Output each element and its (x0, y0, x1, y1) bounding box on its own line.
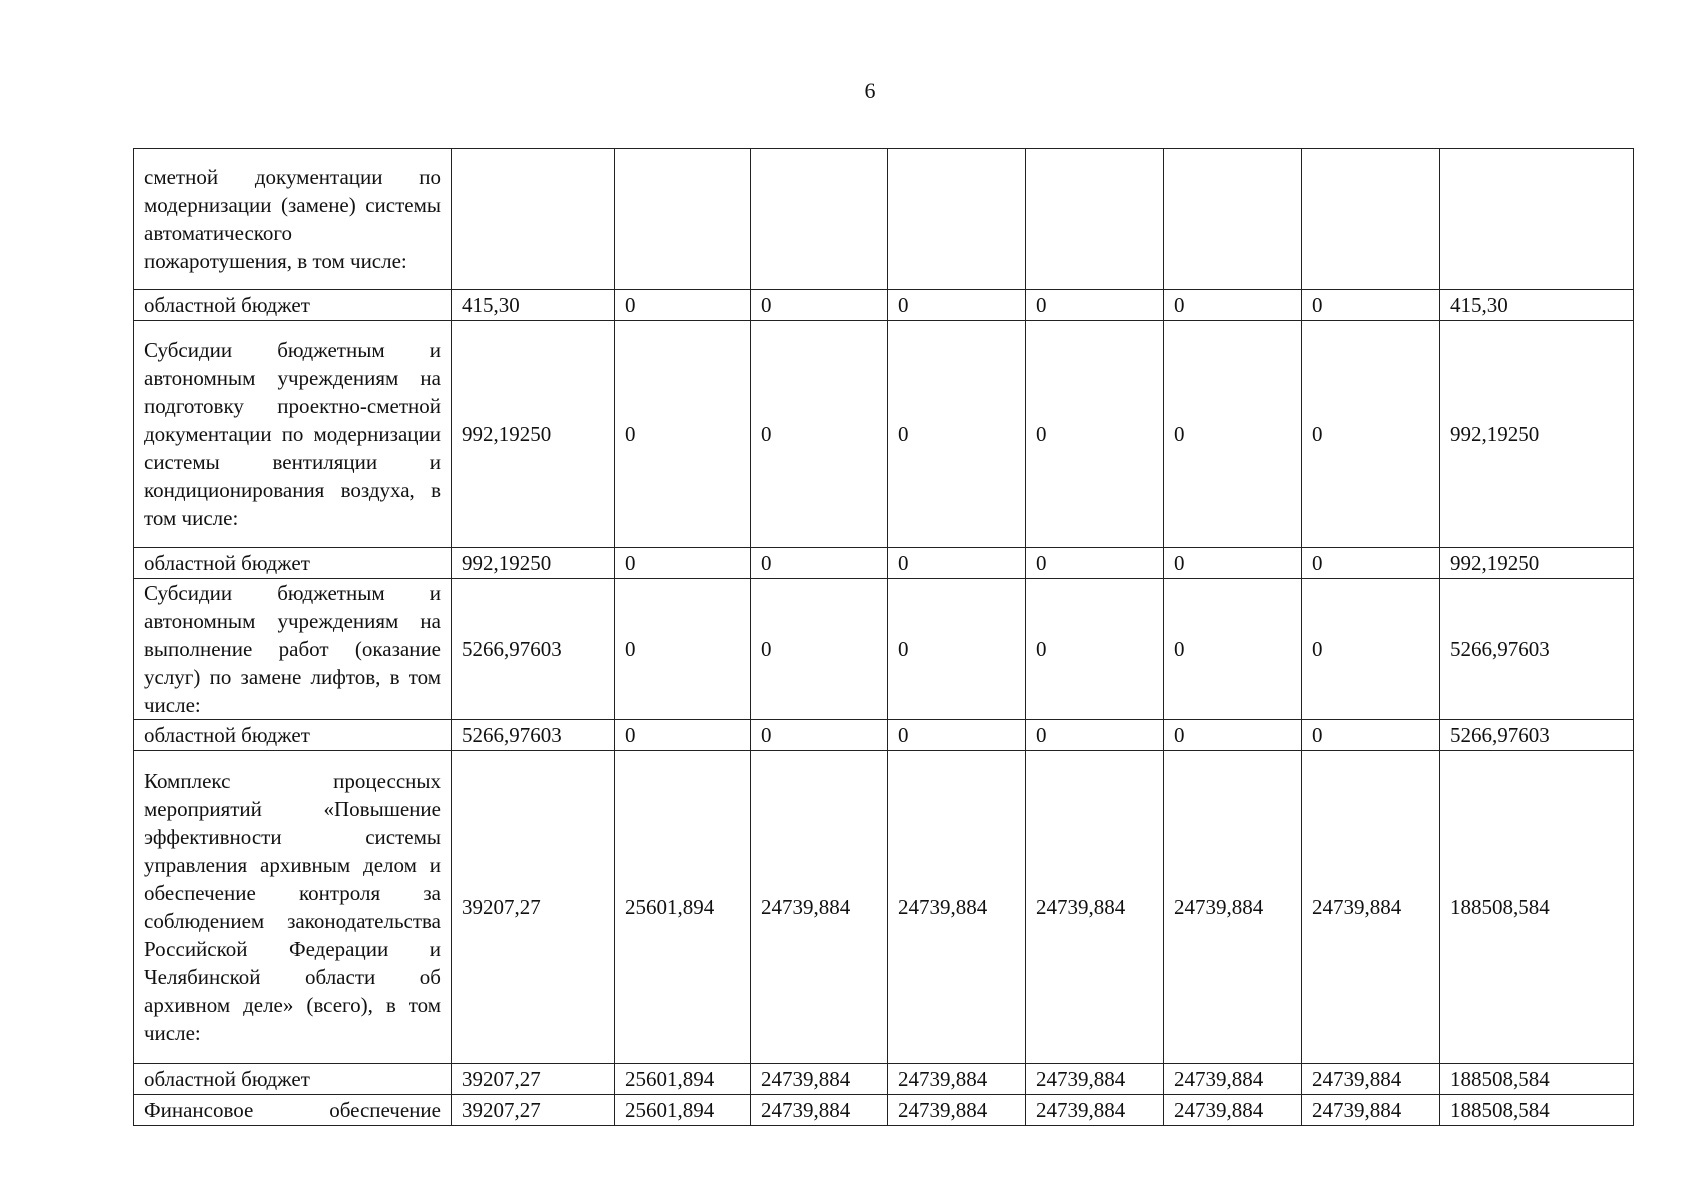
table-row (134, 1095, 1634, 1126)
row-label: областной бюджет (134, 720, 452, 751)
row-label: Комплекс процессных мероприятий «Повышение эффективности системы управления архивным делом и обеспечение контроля за соблюдением законодательства Российской Федерации и Челябинской области об архивном деле» (всего), в том числе: (134, 751, 452, 1064)
value-cell (751, 149, 888, 290)
table-row (134, 751, 1634, 1064)
value-cell: 0 (888, 720, 1026, 751)
value-cell: 39207,27 (452, 1095, 615, 1126)
row-label: областной бюджет (134, 548, 452, 579)
value-cell: 25601,894 (615, 751, 751, 1064)
table-row (134, 579, 1634, 720)
value-cell (1164, 149, 1302, 290)
value-cell: 0 (615, 720, 751, 751)
value-cell: 24739,884 (888, 1064, 1026, 1095)
value-cell: 0 (1026, 720, 1164, 751)
row-label: Субсидии бюджетным и автономным учреждениям на выполнение работ (оказание услуг) по замене лифтов, в том числе: (134, 579, 452, 720)
value-cell: 0 (1026, 579, 1164, 720)
value-cell: 992,19250 (1440, 321, 1634, 548)
row-label: сметной документации по модернизации (замене) системы автоматического пожаротушения, в том числе: (134, 149, 452, 290)
row-label: Субсидии бюджетным и автономным учреждениям на подготовку проектно-сметной документации по модернизации системы вентиляции и кондиционирования воздуха, в том числе: (134, 321, 452, 548)
value-cell: 5266,97603 (1440, 579, 1634, 720)
value-cell: 24739,884 (888, 751, 1026, 1064)
value-cell: 0 (615, 579, 751, 720)
value-cell: 0 (1302, 290, 1440, 321)
value-cell: 0 (1164, 720, 1302, 751)
value-cell: 0 (888, 321, 1026, 548)
value-cell (615, 149, 751, 290)
value-cell: 24739,884 (1026, 1095, 1164, 1126)
value-cell: 992,19250 (452, 321, 615, 548)
value-cell: 5266,97603 (452, 720, 615, 751)
value-cell: 0 (1026, 548, 1164, 579)
value-cell: 5266,97603 (452, 579, 615, 720)
value-cell: 0 (751, 321, 888, 548)
value-cell: 25601,894 (615, 1095, 751, 1126)
value-cell (1302, 149, 1440, 290)
value-cell: 24739,884 (1302, 751, 1440, 1064)
value-cell: 0 (751, 720, 888, 751)
value-cell: 992,19250 (1440, 548, 1634, 579)
value-cell: 0 (615, 548, 751, 579)
table-row (134, 149, 1634, 290)
value-cell (452, 149, 615, 290)
value-cell: 24739,884 (1302, 1064, 1440, 1095)
page-number: 6 (864, 78, 876, 103)
value-cell: 188508,584 (1440, 1064, 1634, 1095)
value-cell: 24739,884 (1302, 1095, 1440, 1126)
value-cell: 415,30 (452, 290, 615, 321)
value-cell: 992,19250 (452, 548, 615, 579)
value-cell: 24739,884 (751, 1064, 888, 1095)
table-row (134, 1064, 1634, 1095)
value-cell: 24739,884 (888, 1095, 1026, 1126)
value-cell: 39207,27 (452, 751, 615, 1064)
value-cell: 0 (751, 579, 888, 720)
value-cell: 0 (1164, 548, 1302, 579)
value-cell: 24739,884 (751, 1095, 888, 1126)
row-label: Финансовое обеспечение (134, 1095, 452, 1126)
value-cell: 24739,884 (751, 751, 888, 1064)
value-cell (888, 149, 1026, 290)
value-cell: 24739,884 (1026, 1064, 1164, 1095)
value-cell: 188508,584 (1440, 751, 1634, 1064)
value-cell: 0 (1302, 579, 1440, 720)
value-cell: 0 (615, 290, 751, 321)
value-cell: 5266,97603 (1440, 720, 1634, 751)
value-cell: 24739,884 (1164, 1064, 1302, 1095)
row-label: областной бюджет (134, 290, 452, 321)
table-row (134, 548, 1634, 579)
value-cell: 0 (615, 321, 751, 548)
budget-table (133, 148, 1634, 1126)
value-cell: 415,30 (1440, 290, 1634, 321)
value-cell: 25601,894 (615, 1064, 751, 1095)
table-row (134, 290, 1634, 321)
table-row (134, 321, 1634, 548)
value-cell: 0 (888, 290, 1026, 321)
row-label: областной бюджет (134, 1064, 452, 1095)
value-cell: 39207,27 (452, 1064, 615, 1095)
value-cell: 0 (1302, 321, 1440, 548)
value-cell: 0 (751, 548, 888, 579)
value-cell: 0 (1164, 321, 1302, 548)
value-cell: 0 (751, 290, 888, 321)
value-cell: 24739,884 (1164, 751, 1302, 1064)
value-cell: 0 (1164, 290, 1302, 321)
value-cell: 24739,884 (1164, 1095, 1302, 1126)
value-cell: 24739,884 (1026, 751, 1164, 1064)
value-cell: 188508,584 (1440, 1095, 1634, 1126)
value-cell (1026, 149, 1164, 290)
value-cell: 0 (888, 579, 1026, 720)
value-cell (1440, 149, 1634, 290)
value-cell: 0 (1302, 548, 1440, 579)
value-cell: 0 (888, 548, 1026, 579)
value-cell: 0 (1026, 321, 1164, 548)
value-cell: 0 (1302, 720, 1440, 751)
table-row (134, 720, 1634, 751)
value-cell: 0 (1164, 579, 1302, 720)
value-cell: 0 (1026, 290, 1164, 321)
